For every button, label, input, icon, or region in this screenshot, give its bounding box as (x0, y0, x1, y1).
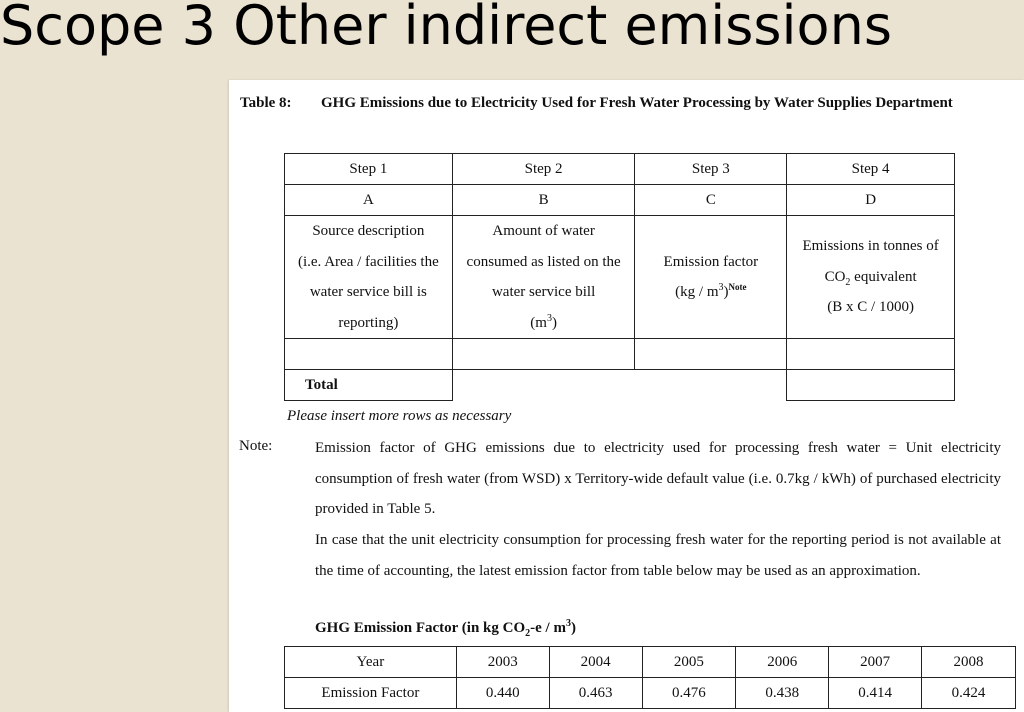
letter-d-cell: D (787, 185, 955, 216)
factor-value-cell: 0.414 (829, 678, 922, 709)
empty-cell-a[interactable] (285, 339, 453, 370)
step-3-cell: Step 3 (635, 154, 787, 185)
table-caption-text: GHG Emissions due to Electricity Used for Fresh Water Processing by Water Supplies Department (321, 95, 953, 111)
col-b-line-1: Amount of water (492, 223, 595, 239)
ef-title-sub: 2 (525, 628, 531, 639)
total-label-cell: Total (285, 370, 453, 401)
ef-title-part-b: -e / m (530, 620, 566, 636)
ef-title-part-c: ) (570, 620, 576, 636)
col-d-line-1: Emissions in tonnes of (802, 238, 939, 255)
col-c-note-sup: Note (728, 282, 747, 292)
col-d-co: CO (824, 268, 846, 285)
emission-factor-table-title (315, 620, 576, 637)
insert-rows-hint: Please insert more rows as necessary (287, 408, 512, 424)
col-a-line-3: water service bill is (309, 284, 427, 300)
note-paragraph-2: In case that the unit electricity consumption for processing fresh water for the reporting period is not available at the time of accounting, the latest emission factor from table below may be used as an approximation. (315, 532, 1001, 579)
col-c-line-1: Emission factor (663, 253, 759, 270)
step-2-cell: Step 2 (452, 154, 635, 185)
col-a-line-2: (i.e. Area / facilities the (297, 253, 439, 270)
description-row (285, 216, 955, 339)
col-c-unit-close: ) (723, 284, 729, 300)
steps-row (285, 154, 955, 185)
year-row (285, 647, 1016, 678)
letters-row (285, 185, 955, 216)
ghg-steps-table (284, 153, 955, 401)
empty-cell-d[interactable] (787, 339, 955, 370)
col-c-unit-open: (kg / m (675, 284, 719, 300)
factor-value-cell: 0.440 (456, 678, 549, 709)
factor-value-cell: 0.476 (642, 678, 736, 709)
total-blank-space (452, 370, 786, 401)
empty-cell-b[interactable] (452, 339, 635, 370)
note-label: Note: (239, 438, 273, 454)
year-label-cell: Year (285, 647, 457, 678)
letter-b-cell: B (452, 185, 635, 216)
factor-label-cell: Emission Factor (285, 678, 457, 709)
empty-entry-row (285, 339, 955, 370)
empty-cell-c[interactable] (635, 339, 787, 370)
total-value-cell[interactable] (787, 370, 955, 401)
year-cell: 2007 (829, 647, 922, 678)
col-a-line-4: reporting) (338, 314, 399, 331)
document-page (229, 80, 1024, 712)
factor-row (285, 678, 1016, 709)
step-1-cell: Step 1 (285, 154, 453, 185)
year-cell: 2004 (549, 647, 642, 678)
slide-title: Scope 3 Other indirect emissions (0, 0, 892, 57)
ef-title-sup: 3 (565, 618, 571, 629)
table-caption (240, 88, 1010, 118)
letter-a-cell: A (285, 185, 453, 216)
col-b-unit-close: ) (551, 314, 557, 331)
col-a-line-1: Source description (312, 223, 425, 239)
factor-value-cell: 0.438 (736, 678, 829, 709)
factor-value-cell: 0.424 (922, 678, 1016, 709)
step-4-cell: Step 4 (787, 154, 955, 185)
emission-factor-cell (635, 216, 787, 339)
note-text (315, 433, 1001, 587)
col-d-sub: 2 (845, 276, 851, 288)
source-description-cell (285, 216, 453, 339)
col-d-formula: (B x C / 1000) (827, 299, 914, 316)
emissions-tonnes-cell (787, 216, 955, 339)
col-b-unit-open: (m (530, 314, 547, 331)
total-row (285, 370, 955, 401)
col-d-equivalent: equivalent (850, 268, 917, 285)
table-label: Table 8: (240, 95, 292, 111)
col-c-unit-sup: 3 (718, 282, 724, 293)
year-cell: 2006 (736, 647, 829, 678)
water-amount-cell (452, 216, 635, 339)
note-paragraph-1: Emission factor of GHG emissions due to electricity used for processing fresh water = Unit electricity consumption of fresh water (from WSD) x Territory-wide default value (i.e. 0.7kg / kWh) of purchased electricity provided in Table 5. (315, 440, 1001, 518)
ef-title-part-a: GHG Emission Factor (in kg CO (315, 620, 526, 636)
col-b-line-3: water service bill (491, 284, 596, 300)
letter-c-cell: C (635, 185, 787, 216)
emission-factor-table (284, 646, 1016, 709)
factor-value-cell: 0.463 (549, 678, 642, 709)
col-b-line-2: consumed as listed on the (466, 253, 621, 270)
year-cell: 2003 (456, 647, 549, 678)
year-cell: 2005 (642, 647, 736, 678)
year-cell: 2008 (922, 647, 1016, 678)
col-b-unit-sup: 3 (546, 312, 552, 324)
